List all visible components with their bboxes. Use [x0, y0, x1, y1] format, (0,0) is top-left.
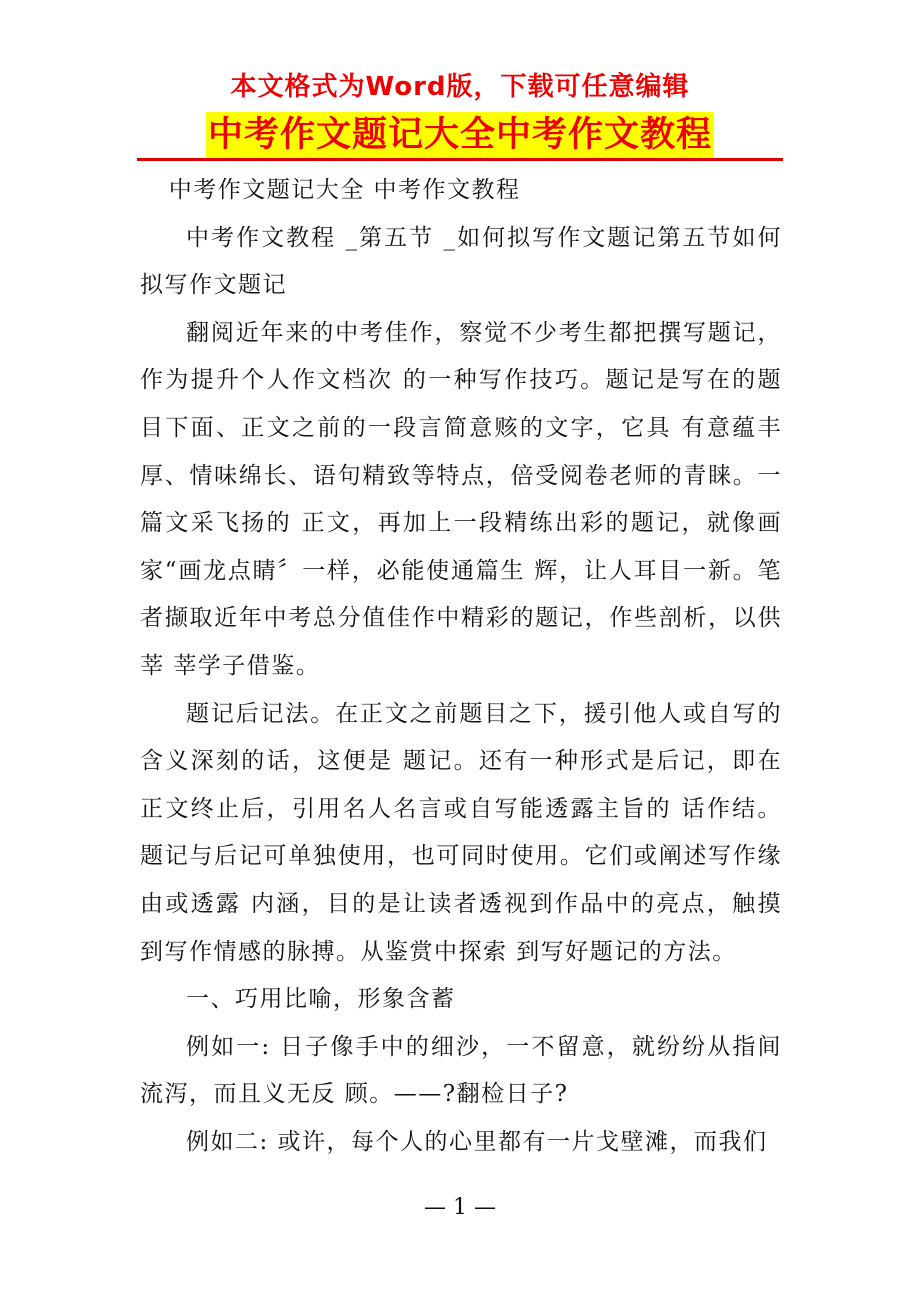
title-divider [137, 158, 783, 161]
subtitle-line: 中考作文题记大全 中考作文教程 [168, 177, 521, 203]
definition-paragraph: 题记后记法。在正文之前题目之下，援引他人或自写的含义深刻的话，这便是 题记。还有一种形式是后记，即在正文终止后，引用名人名言或自写能透露主旨的 话作结。题记与后记可单独使用，也可同时使用。它们或阐述写作缘由或透露 内涵，目的是让读者透视到作品中的亮点，触摸到写作情感的脉搏。从鉴赏中探索 到写好题记的方法。 [140, 700, 782, 965]
format-notice: 本文格式为Word版，下载可任意编辑 [230, 72, 690, 102]
document-title: 中考作文题记大全中考作文教程 [206, 112, 714, 158]
example-one: 例如一: 日子像手中的细沙，一不留意，就纷纷从指间流泻，而且义无反 顾。——?翻检日子? [140, 1033, 782, 1108]
method-heading: 一、巧用比喻，形象含蓄 [186, 986, 456, 1013]
document-body [140, 167, 782, 1166]
title-block [0, 112, 920, 158]
example-two: 例如二: 或许，每个人的心里都有一片戈壁滩，而我们 [186, 1128, 768, 1155]
section-heading: 中考作文教程 _第五节 _如何拟写作文题记第五节如何拟写作文题记 [140, 224, 782, 299]
page-number: — 1 — [424, 1195, 496, 1220]
intro-paragraph: 翻阅近年来的中考佳作，察觉不少考生都把撰写题记，作为提升个人作文档次 的一种写作技巧。题记是写在的题目下面、正文之前的一段言简意赅的文字，它具 有意蕴丰厚、情味绵长、语句精致等特点，倍受阅卷老师的青睐。一篇文采飞扬的 正文，再加上一段精练出彩的题记，就像画家“画龙点睛〞一样，必能使通篇生 辉，让人耳目一新。笔者撷取近年中考总分值佳作中精彩的题记，作些剖析，以供莘 莘学子借鉴。 [140, 319, 782, 679]
